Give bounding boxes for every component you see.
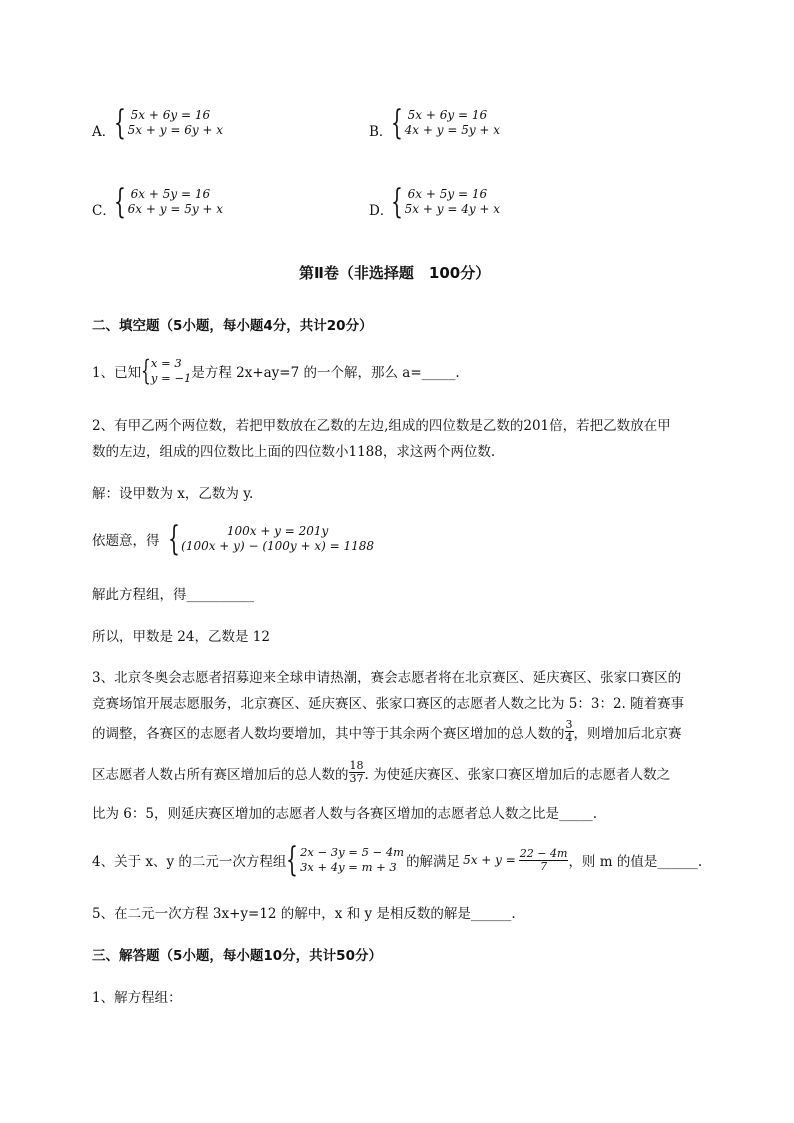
choice-a-eq2: 5x + y = 6y + x [127,123,224,137]
choice-c-system [114,182,224,222]
brace-icon: { [391,103,403,143]
fraction [349,760,365,785]
choice-d-eq2: 5x + y = 4y + x [404,202,501,216]
q4-eq2: 3x + 4y = m + 3 [300,860,397,874]
part-title: 第Ⅱ卷（非选择题 100分） [299,264,491,282]
q2-solution-3: 解此方程组，得__________ [92,587,254,603]
fraction-numerator: 18 [349,759,364,772]
q2-sol2-eq1: 100x + y = 201y [226,524,329,538]
choice-d-label: D． [369,203,394,219]
choice-c-eq2: 6x + y = 5y + x [127,202,224,216]
fraction-numerator: 3 [565,718,573,731]
q3-line2: 竞赛场馆开展志愿服务，北京赛区、延庆赛区、张家口赛区的志愿者人数之比为 5：3：2. 随着赛事 [92,696,685,712]
q1-suffix: 是方程 2x+ay=7 的一个解，那么 a=_____. [191,365,460,381]
q1-eq2: y = −1 [150,371,192,385]
q3-line3-b: ，则增加后北京赛 [573,725,682,742]
fraction [519,848,569,873]
q3-line5: 比为 6：5，则延庆赛区增加的志愿者人数与各赛区增加的志愿者总人数之比是_____. [92,806,598,822]
brace-icon: { [167,519,180,559]
q2-line1: 2、有甲乙两个两位数，若把甲数放在乙数的左边,组成的四位数是乙数的201倍，若把乙数放在甲 [92,418,671,434]
fraction-numerator: 22 − 4m [519,846,568,860]
section3-heading: 三、解答题（5小题，每小题10分，共计50分） [92,948,382,964]
choice-a-eq1: 5x + 6y = 16 [130,108,211,122]
choice-d-system [391,182,501,222]
q1-prefix: 1、已知 [92,365,142,381]
q2-sol2-prefix: 依题意，得 [92,533,160,549]
q4-condition-left: 5x + y = [463,853,516,867]
q3-line3-a: 的调整，各赛区的志愿者人数均要增加，其中等于其余两个赛区增加的总人数的 [92,725,565,742]
q2-solution-2 [92,519,375,559]
q3-line4-b: . 为使延庆赛区、张家口赛区增加后的志愿者人数之 [364,766,671,783]
q3-line4 [92,760,670,785]
q2-solution-1: 解：设甲数为 x，乙数为 y. [92,486,254,502]
q2-line2: 数的左边，组成的四位数比上面的四位数小1188，求这两个两位数. [92,444,496,460]
q3-line1: 3、北京冬奥会志愿者招募迎来全球申请热潮，赛会志愿者将在北京赛区、延庆赛区、张家口赛区的 [92,670,682,686]
q5: 5、在二元一次方程 3x+y=12 的解中，x 和 y 是相反数的解是______. [92,906,516,922]
fraction-denominator: 7 [540,859,548,873]
choice-b-system [391,103,501,143]
section2-heading: 二、填空题（5小题，每小题4分，共计20分） [92,318,373,334]
q4-mid: 的解满足 [406,854,461,870]
q2-sol2-eq2: (100x + y) − (100y + x) = 1188 [181,539,375,553]
brace-icon: { [114,103,126,143]
choice-b-eq2: 4x + y = 5y + x [404,123,501,137]
fraction [565,719,574,744]
q1 [92,356,460,386]
q4-prefix: 4、关于 x、y 的二元一次方程组 [92,854,287,870]
choice-a-label: A． [92,124,116,140]
choice-b-eq1: 5x + 6y = 16 [407,108,488,122]
fraction-denominator: 4 [565,731,573,744]
choice-d-eq1: 6x + 5y = 16 [407,187,488,201]
q2-solution-4: 所以，甲数是 24，乙数是 12 [92,629,270,645]
brace-icon: { [141,354,151,387]
choice-c-label: C． [92,203,116,219]
q4-eq1: 2x − 3y = 5 − 4m [300,845,405,859]
choice-a-system [114,103,224,143]
q1-eq1: x = 3 [150,356,182,370]
choice-b-label: B． [369,124,393,140]
choice-c-eq1: 6x + 5y = 16 [130,187,211,201]
brace-icon: { [114,182,126,222]
q4-suffix: ，则 m 的值是______. [568,854,703,870]
q3-line4-a: 区志愿者人数占所有赛区增加后的总人数的 [92,766,349,783]
brace-icon: { [391,182,403,222]
q3-line3 [92,719,682,744]
fraction-denominator: 37 [349,772,364,785]
brace-icon: { [286,840,299,880]
section3-q1: 1、解方程组： [92,990,182,1006]
q4 [92,840,703,880]
